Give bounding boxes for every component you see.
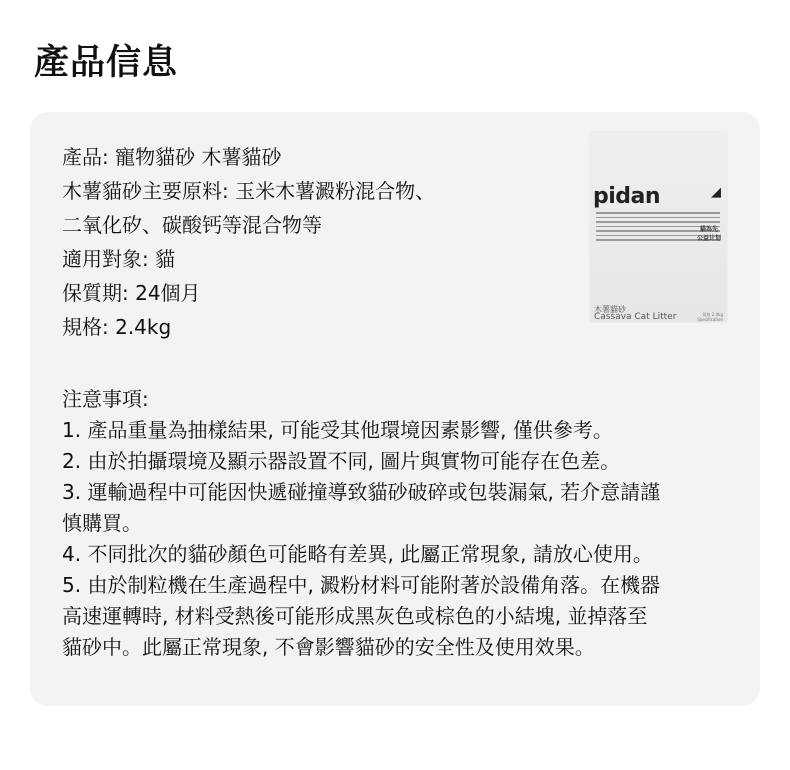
badge-line-2: 公益计划 — [696, 235, 721, 242]
brand-logo: pidan — [593, 184, 661, 209]
spec-materials-line-2: 二氧化矽、碳酸钙等混合物等 — [62, 213, 322, 237]
notes-heading: 注意事項: — [62, 387, 149, 411]
note-item-5-line-2: 高速運轉時, 材料受熱後可能形成黑灰色或棕色的小結塊, 並掉落至 — [62, 604, 648, 628]
spec-target: 適用對象: 貓 — [62, 247, 176, 271]
package-name-cn: 木薯貓砂 — [594, 305, 626, 314]
package-weight — [697, 312, 723, 322]
spec-size: 規格: 2.4kg — [62, 315, 172, 339]
spec-list — [62, 140, 542, 344]
charity-badge — [697, 225, 721, 243]
package-name-en: Cassava Cat Litter — [594, 312, 677, 322]
note-item-5-line-1: 5. 由於制粒機在生產過程中, 澱粉材料可能附著於設備角落。在機器 — [62, 573, 661, 597]
product-info-card — [30, 112, 760, 706]
weight-line-2: Specification — [697, 317, 723, 322]
cat-icon: ◢ — [711, 185, 721, 200]
notes-section — [62, 384, 742, 663]
note-item-4: 4. 不同批次的貓砂顏色可能略有差異, 此屬正常現象, 請放心使用。 — [62, 542, 653, 566]
note-item-3-line-1: 3. 運輸過程中可能因快遞碰撞導致貓砂破碎或包裝漏氣, 若介意請謹 — [62, 480, 661, 504]
note-item-1: 1. 產品重量為抽樣結果, 可能受其他環境因素影響, 僅供參考。 — [62, 418, 613, 442]
badge-line-1: 貓為先 — [699, 226, 718, 233]
spec-materials-line-1: 木薯貓砂主要原料: 玉米木薯澱粉混合物、 — [62, 179, 436, 203]
page-title: 產品信息 — [34, 43, 179, 83]
note-item-3-line-2: 慎購買。 — [62, 511, 142, 535]
spec-shelf-life: 保質期: 24個月 — [62, 281, 201, 305]
product-package-image — [590, 132, 727, 322]
note-item-2: 2. 由於拍攝環境及顯示器設置不同, 圖片與實物可能存在色差。 — [62, 449, 621, 473]
weight-line-1: 規格 2.4kg — [702, 312, 723, 317]
spec-product: 產品: 寵物貓砂 木薯貓砂 — [62, 145, 282, 169]
note-item-5-line-3: 貓砂中。此屬正常現象, 不會影響貓砂的安全性及使用效果。 — [62, 635, 595, 659]
